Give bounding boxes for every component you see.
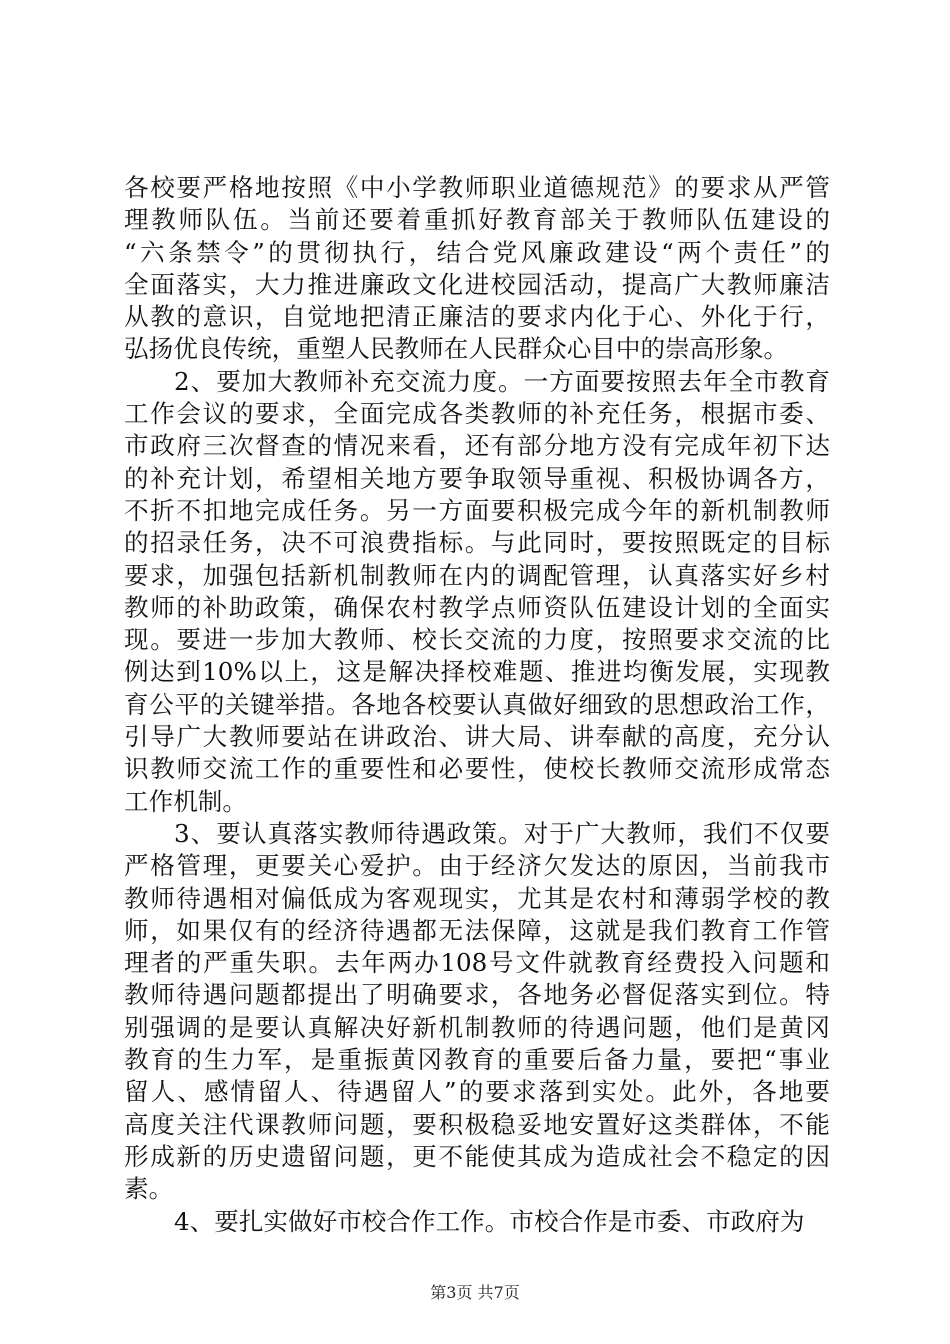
text-line: 严格管理，更要关心爱护。由于经济欠发达的原因，当前我市 [124,851,830,881]
page-number-footer: 第3页 共7页 [430,1283,520,1302]
text-line: 师，如果仅有的经济待遇都无法保障，这就是我们教育工作管 [124,915,830,945]
text-line: 市政府三次督查的情况来看，还有部分地方没有完成年初下达 [124,431,830,461]
text-line: 工作会议的要求，全面完成各类教师的补充任务，根据市委、 [124,399,830,429]
text-line: 育公平的关键举措。各地各校要认真做好细致的思想政治工作， [124,689,830,719]
text-line: 工作机制。 [124,786,247,816]
text-line: 识教师交流工作的重要性和必要性，使校长教师交流形成常态 [124,754,830,784]
text-line: 形成新的历史遗留问题，更不能使其成为造成社会不稳定的因 [124,1141,830,1171]
text-line: 要求，加强包括新机制教师在内的调配管理，认真落实好乡村 [124,560,830,590]
text-line: 教师待遇相对偏低成为客观现实，尤其是农村和薄弱学校的教 [124,883,830,913]
text-line: 别强调的是要认真解决好新机制教师的待遇问题，他们是黄冈 [124,1012,830,1042]
text-line: “六条禁令”的贯彻执行，结合党风廉政建设“两个责任”的 [124,237,830,267]
paragraph-start-line: 4、要扎实做好市校合作工作。市校合作是市委、市政府为 [174,1206,805,1236]
text-line: 引导广大教师要站在讲政治、讲大局、讲奉献的高度，充分认 [124,722,830,752]
text-line: 各校要严格地按照《中小学教师职业道德规范》的要求从严管 [124,173,830,202]
text-line: 留人、感情留人、待遇留人”的要求落到实处。此外，各地要 [124,1077,830,1107]
text-line: 理者的严重失职。去年两办108号文件就教育经费投入问题和 [124,948,830,978]
text-line: 不折不扣地完成任务。另一方面要积极完成今年的新机制教师 [124,495,830,525]
text-line: 高度关注代课教师问题，要积极稳妥地安置好这类群体，不能 [124,1109,830,1139]
text-line: 素。 [124,1174,174,1204]
text-line: 全面落实，大力推进廉政文化进校园活动，提高广大教师廉洁 [124,269,830,299]
text-line: 弘扬优良传统，重塑人民教师在人民群众心目中的崇高形象。 [124,334,789,364]
text-line: 教师的补助政策，确保农村教学点师资队伍建设计划的全面实 [124,592,830,622]
document-body [124,172,830,1238]
text-line: 教师待遇问题都提出了明确要求，各地务必督促落实到位。特 [124,980,830,1010]
text-line: 教育的生力军，是重振黄冈教育的重要后备力量，要把“事业 [124,1045,830,1075]
text-line: 现。要进一步加大教师、校长交流的力度，按照要求交流的比 [124,625,830,655]
text-line: 从教的意识，自觉地把清正廉洁的要求内化于心、外化于行， [124,302,830,332]
text-line: 的招录任务，决不可浪费指标。与此同时，要按照既定的目标 [124,528,830,558]
text-line: 例达到10%以上，这是解决择校难题、推进均衡发展，实现教 [124,657,830,687]
paragraph-start-line: 2、要加大教师补充交流力度。一方面要按照去年全市教育 [174,366,830,396]
paragraph-start-line: 3、要认真落实教师待遇政策。对于广大教师，我们不仅要 [174,818,830,848]
text-line: 的补充计划，希望相关地方要争取领导重视、积极协调各方， [124,463,830,493]
text-line: 理教师队伍。当前还要着重抓好教育部关于教师队伍建设的 [124,205,830,235]
